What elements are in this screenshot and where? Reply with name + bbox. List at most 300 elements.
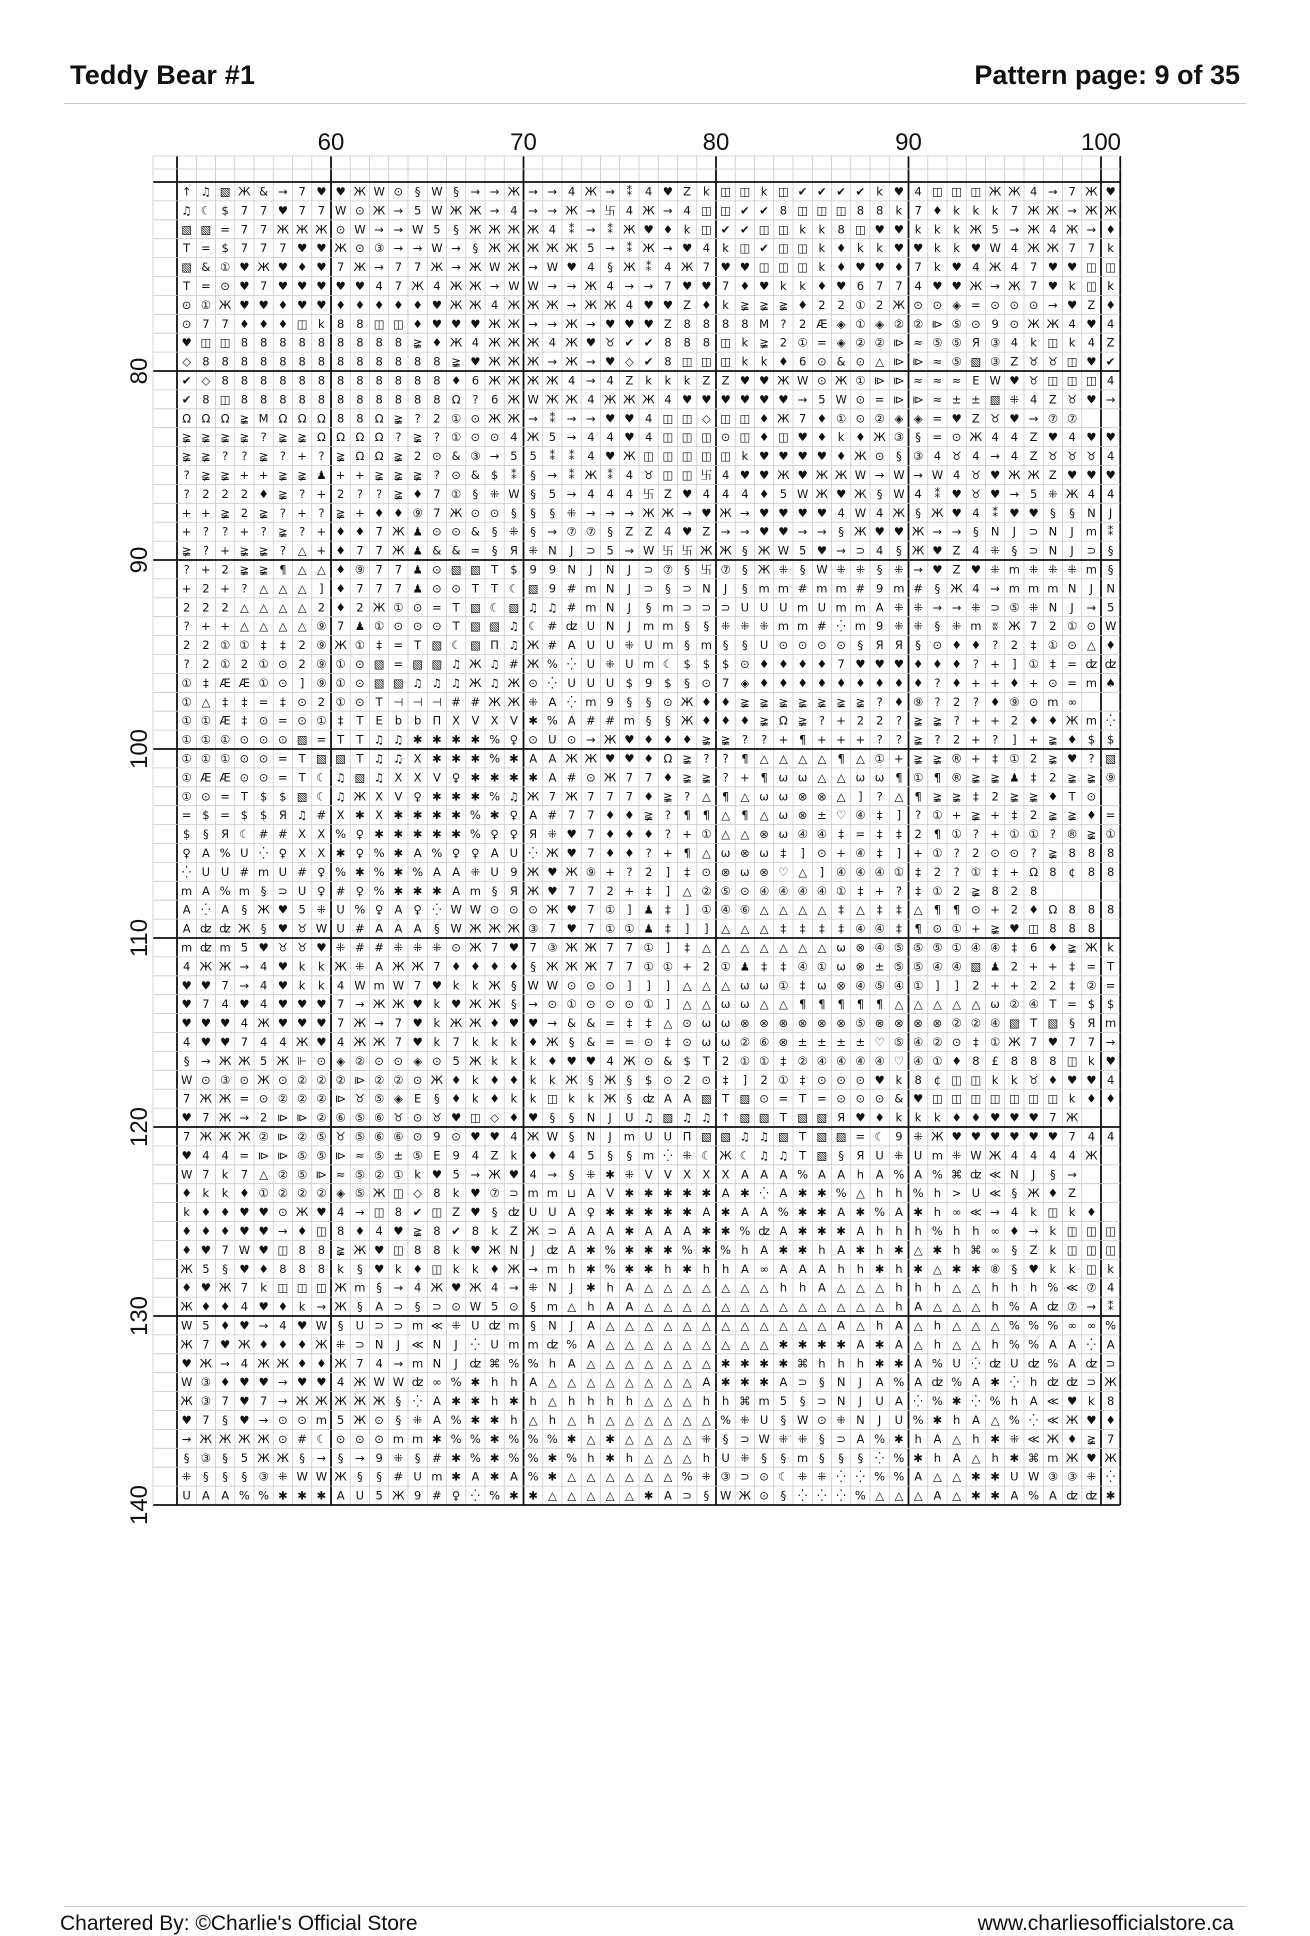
stitch-symbol: ⊃ [1105, 1356, 1116, 1371]
stitch-symbol: ≈ [913, 373, 923, 388]
stitch-symbol: ◫ [200, 335, 212, 350]
stitch-symbol: ⁛ [836, 1488, 846, 1503]
stitch-symbol: ⁛ [836, 1469, 846, 1484]
stitch-symbol: ♥ [739, 373, 751, 388]
column-label: 90 [895, 129, 922, 156]
stitch-symbol: ⁜ [355, 959, 365, 974]
stitch-symbol: ⊙ [509, 902, 519, 917]
stitch-symbol: ◈ [740, 675, 750, 690]
stitch-symbol: ? [183, 562, 190, 577]
stitch-symbol: ☾ [200, 203, 212, 218]
stitch-symbol: J [1031, 1167, 1036, 1182]
stitch-symbol: ⊃ [1028, 543, 1039, 558]
stitch-symbol: k [529, 1053, 537, 1068]
stitch-symbol: ⁑ [1107, 524, 1114, 539]
stitch-symbol: ⑦ [1047, 411, 1059, 426]
stitch-symbol: ? [376, 486, 383, 501]
stitch-symbol: ◫ [546, 1091, 558, 1106]
stitch-symbol: Ж [238, 1431, 251, 1446]
stitch-symbol: ♥ [778, 505, 789, 520]
stitch-symbol: 8 [721, 316, 730, 331]
stitch-symbol: → [374, 1016, 384, 1031]
stitch-symbol: △ [624, 1337, 634, 1352]
stitch-symbol: ⁜ [547, 827, 558, 842]
stitch-symbol: ? [202, 543, 209, 558]
stitch-symbol: % [951, 1375, 963, 1390]
stitch-symbol: ≪ [989, 1186, 1002, 1201]
stitch-symbol: Z [1048, 392, 1057, 407]
stitch-symbol: % [854, 1488, 866, 1503]
stitch-symbol: ♥ [1105, 430, 1116, 445]
stitch-symbol: ♥ [508, 940, 520, 955]
stitch-symbol: △ [932, 997, 942, 1012]
stitch-symbol: ⑥ [393, 1129, 404, 1144]
stitch-symbol: N [1010, 1167, 1019, 1182]
stitch-symbol: Ж [199, 959, 213, 974]
stitch-symbol: Ж [218, 1280, 232, 1295]
stitch-symbol: ♥ [239, 1261, 250, 1276]
stitch-symbol: ♦ [1086, 1205, 1097, 1220]
stitch-symbol: ⊙ [1028, 694, 1039, 709]
stitch-symbol: ▧ [1008, 1016, 1020, 1031]
stitch-symbol: 8 [317, 373, 326, 388]
stitch-symbol: ✱ [432, 732, 442, 747]
stitch-symbol: m [585, 694, 597, 709]
stitch-symbol: A [1029, 1299, 1038, 1314]
stitch-symbol: h [933, 1318, 942, 1333]
stitch-symbol: 5 [375, 1488, 383, 1503]
column-labels [318, 129, 1121, 156]
stitch-symbol: ⊗ [778, 1034, 789, 1049]
stitch-symbol: Ж [469, 260, 482, 275]
stitch-symbol: § [799, 562, 806, 577]
stitch-symbol: ♥ [624, 751, 635, 766]
stitch-symbol: ④ [855, 978, 866, 993]
stitch-symbol: 8 [433, 1242, 441, 1257]
stitch-symbol: $ [1106, 732, 1115, 747]
stitch-symbol: ⑤ [932, 940, 943, 955]
stitch-symbol: k [760, 184, 768, 199]
stitch-symbol: ⊃ [393, 1299, 404, 1314]
stitch-symbol: ♥ [739, 392, 751, 407]
stitch-symbol: ♉ [1047, 449, 1059, 464]
stitch-symbol: 7 [240, 203, 249, 218]
stitch-symbol: ® [1066, 827, 1078, 842]
stitch-symbol: ⁜ [528, 543, 538, 558]
stitch-symbol: ✱ [489, 770, 500, 785]
stitch-symbol: + [836, 713, 846, 728]
stitch-symbol: ♀ [182, 845, 191, 860]
stitch-symbol: ♟ [739, 959, 751, 974]
stitch-symbol: 2 [1049, 978, 1057, 993]
stitch-symbol: U [567, 675, 576, 690]
stitch-symbol: ② [1086, 978, 1097, 993]
stitch-symbol: ⊙ [278, 1205, 288, 1220]
stitch-symbol: + [1028, 732, 1039, 747]
stitch-symbol: ♦ [643, 751, 654, 766]
stitch-symbol: § [780, 1412, 787, 1427]
stitch-symbol: △ [913, 1242, 923, 1257]
stitch-symbol: → [528, 203, 538, 218]
stitch-symbol: 2 [1010, 959, 1019, 974]
stitch-symbol: ◫ [431, 1261, 443, 1276]
stitch-symbol: ⊙ [412, 1072, 423, 1087]
stitch-symbol: ∞ [990, 1223, 1000, 1238]
stitch-symbol: + [740, 770, 750, 785]
stitch-symbol: → [470, 184, 481, 199]
stitch-symbol: ◫ [662, 467, 674, 482]
stitch-symbol: 4 [952, 467, 961, 482]
stitch-symbol: ✱ [297, 1488, 307, 1503]
stitch-symbol: + [990, 978, 1000, 993]
stitch-symbol: ✔ [181, 373, 192, 388]
stitch-symbol: ♥ [277, 921, 289, 936]
page-indicator: Pattern page: 9 of 35 [974, 60, 1240, 90]
stitch-symbol: △ [778, 751, 788, 766]
stitch-symbol: △ [971, 1280, 981, 1295]
stitch-symbol: 8 [471, 1223, 480, 1238]
stitch-symbol: ◫ [720, 335, 732, 350]
stitch-symbol: ⑤ [354, 1110, 366, 1125]
stitch-symbol: ⊙ [1086, 789, 1097, 804]
stitch-symbol: ⧐ [315, 1167, 328, 1182]
stitch-symbol: ? [183, 467, 190, 482]
stitch-symbol: Ж [1085, 1148, 1098, 1163]
stitch-symbol: 2 [259, 1110, 268, 1125]
stitch-symbol: § [568, 1110, 575, 1125]
stitch-symbol: ◫ [797, 260, 809, 275]
stitch-symbol: = [393, 638, 404, 653]
stitch-symbol: % [527, 1431, 539, 1446]
stitch-symbol: ♦ [450, 373, 462, 388]
stitch-symbol: = [316, 732, 327, 747]
stitch-symbol: ♥ [296, 997, 308, 1012]
stitch-symbol: ↑ [720, 1110, 731, 1125]
stitch-symbol: ♉ [296, 940, 308, 955]
stitch-symbol: = [239, 1148, 250, 1163]
stitch-symbol: ✱ [624, 1223, 635, 1238]
stitch-symbol: 8 [221, 354, 229, 369]
stitch-symbol: h [933, 1337, 942, 1352]
stitch-symbol: ≩ [335, 505, 346, 520]
stitch-symbol: ⁛ [547, 675, 557, 690]
stitch-symbol: ⧐ [931, 316, 944, 331]
stitch-symbol: Ж [315, 1337, 328, 1352]
stitch-symbol: → [586, 316, 596, 331]
stitch-symbol: ‡ [260, 638, 267, 653]
stitch-symbol: A [548, 694, 557, 709]
stitch-symbol: Ж [449, 1016, 463, 1031]
stitch-symbol: ✱ [682, 1186, 692, 1201]
stitch-symbol: Я [509, 883, 518, 898]
stitch-symbol: Ж [969, 430, 983, 445]
stitch-symbol: A [779, 1186, 788, 1201]
stitch-symbol: → [489, 203, 500, 218]
stitch-symbol: N [702, 581, 711, 596]
stitch-symbol: % [604, 1242, 616, 1257]
stitch-symbol: A [413, 845, 422, 860]
stitch-symbol: ◫ [1066, 373, 1078, 388]
stitch-symbol: Ж [315, 222, 328, 237]
stitch-symbol: # [297, 864, 307, 879]
stitch-symbol: § [414, 184, 421, 199]
stitch-symbol: § [588, 1072, 594, 1087]
stitch-symbol: % [489, 751, 501, 766]
stitch-symbol: ⧐ [277, 1129, 289, 1144]
stitch-symbol: m [1085, 524, 1097, 539]
stitch-symbol: ♟ [643, 921, 654, 936]
stitch-symbol: Ж [1046, 316, 1060, 331]
stitch-symbol: ≩ [740, 297, 750, 312]
stitch-symbol: ♥ [258, 940, 269, 955]
stitch-symbol: § [299, 1450, 305, 1465]
stitch-symbol: ♥ [951, 1129, 962, 1144]
stitch-symbol: 8 [375, 392, 383, 407]
stitch-symbol: = [971, 297, 981, 312]
stitch-symbol: ♦ [258, 1261, 269, 1276]
stitch-symbol: 4 [644, 411, 653, 426]
stitch-symbol: ⑤ [874, 978, 885, 993]
stitch-symbol: 7 [221, 1394, 229, 1409]
stitch-symbol: W [392, 978, 405, 993]
stitch-symbol: Ж [238, 1337, 251, 1352]
stitch-symbol: % [931, 1167, 943, 1182]
stitch-symbol: ? [645, 845, 652, 860]
stitch-symbol: Ж [199, 1431, 213, 1446]
stitch-symbol: △ [798, 1318, 808, 1333]
stitch-symbol: ▧ [412, 656, 424, 671]
stitch-symbol: ♥ [816, 543, 828, 558]
stitch-symbol: Ω [316, 430, 326, 445]
stitch-symbol: = [470, 543, 481, 558]
stitch-symbol: → [316, 1299, 327, 1314]
stitch-symbol: m [546, 1261, 558, 1276]
stitch-symbol: 7 [1029, 1034, 1038, 1049]
stitch-symbol: W [989, 241, 1001, 256]
stitch-symbol: m [797, 600, 809, 615]
stitch-symbol: ♥ [566, 260, 577, 275]
stitch-symbol: k [452, 1186, 460, 1201]
stitch-symbol: % [527, 1356, 539, 1371]
stitch-symbol: ⊙ [470, 505, 481, 520]
stitch-symbol: Ж [526, 656, 540, 671]
stitch-symbol: m [662, 619, 674, 634]
stitch-symbol: → [990, 278, 1000, 293]
stitch-symbol: ④ [816, 1053, 828, 1068]
stitch-symbol: ⑦ [1066, 411, 1078, 426]
stitch-symbol: Z [1029, 430, 1038, 445]
stitch-symbol: ⊙ [220, 278, 230, 293]
stitch-symbol: ‡ [645, 883, 652, 898]
stitch-symbol: ☾ [489, 600, 500, 615]
stitch-symbol: A [509, 1469, 518, 1484]
stitch-symbol: △ [663, 1412, 673, 1427]
stitch-symbol: 2 [240, 656, 249, 671]
stitch-symbol: k [529, 1072, 537, 1087]
stitch-symbol: § [838, 1450, 844, 1465]
stitch-symbol: ¶ [798, 732, 807, 747]
stitch-symbol: ♥ [662, 184, 674, 199]
stitch-symbol: m [1085, 713, 1097, 728]
stitch-symbol: ♥ [932, 562, 943, 577]
stitch-symbol: ♦ [951, 638, 962, 653]
stitch-symbol: T [298, 770, 306, 785]
stitch-symbol: Ж [1008, 184, 1021, 199]
stitch-symbol: ♦ [1086, 1091, 1097, 1106]
stitch-symbol: ▧ [797, 1110, 809, 1125]
stitch-symbol: ✱ [663, 1186, 673, 1201]
stitch-symbol: ♥ [316, 1205, 327, 1220]
stitch-symbol: → [201, 1053, 211, 1068]
stitch-symbol: % [739, 1223, 751, 1238]
stitch-symbol: 8 [702, 316, 711, 331]
stitch-symbol: % [450, 1431, 462, 1446]
stitch-symbol: U [759, 1412, 769, 1427]
stitch-symbol: → [720, 524, 731, 539]
stitch-symbol: ♥ [1047, 430, 1059, 445]
stitch-symbol: ⁜ [797, 1431, 808, 1446]
stitch-symbol: ✱ [740, 1375, 750, 1390]
stitch-symbol: ♦ [489, 1091, 500, 1106]
stitch-symbol: ω [759, 789, 769, 804]
stitch-symbol: ✱ [412, 883, 423, 898]
stitch-symbol: Æ [219, 675, 231, 690]
stitch-symbol: ≩ [836, 694, 846, 709]
stitch-symbol: ♥ [1105, 1053, 1116, 1068]
stitch-symbol: Ж [469, 203, 482, 218]
stitch-symbol: ♦ [277, 1337, 289, 1352]
stitch-symbol: ✱ [932, 1242, 943, 1257]
stitch-symbol: ] [704, 921, 709, 936]
stitch-symbol: 5 [991, 222, 999, 237]
stitch-symbol: m [392, 1431, 404, 1446]
stitch-symbol: ≩ [278, 524, 288, 539]
stitch-symbol: → [913, 467, 923, 482]
stitch-symbol: 5 [202, 1318, 210, 1333]
stitch-symbol: → [528, 411, 538, 426]
stitch-symbol: ⧐ [354, 1072, 366, 1087]
stitch-symbol: 2 [317, 600, 326, 615]
stitch-symbol: → [547, 203, 558, 218]
stitch-symbol: ✱ [451, 1469, 461, 1484]
stitch-symbol: 8 [202, 354, 210, 369]
stitch-symbol: ¶ [818, 997, 826, 1012]
stitch-symbol: k [876, 184, 883, 199]
stitch-symbol: k [1088, 1394, 1095, 1409]
stitch-symbol: T [779, 1110, 787, 1125]
stitch-symbol: ‡ [896, 827, 902, 842]
stitch-symbol: W [527, 278, 539, 293]
stitch-symbol: Ж [1027, 241, 1040, 256]
stitch-symbol: ⑤ [354, 1167, 366, 1182]
stitch-symbol: Ж [1027, 203, 1040, 218]
stitch-symbol: 4 [336, 1205, 345, 1220]
stitch-symbol: → [951, 600, 962, 615]
stitch-symbol: # [605, 713, 615, 728]
stitch-symbol: A [567, 1223, 576, 1238]
stitch-symbol: ▧ [200, 222, 212, 237]
stitch-symbol: → [624, 505, 635, 520]
stitch-symbol: § [665, 581, 671, 596]
stitch-symbol: ⑦ [720, 562, 731, 577]
stitch-symbol: △ [567, 1488, 577, 1503]
stitch-symbol: ♉ [277, 940, 289, 955]
stitch-symbol: 7 [356, 543, 364, 558]
stitch-symbol: ♟ [412, 562, 423, 577]
stitch-symbol: ♥ [720, 392, 731, 407]
stitch-symbol: ⊙ [278, 675, 288, 690]
stitch-symbol: Ж [353, 1394, 367, 1409]
stitch-symbol: Ж [180, 1337, 193, 1352]
stitch-symbol: → [393, 1280, 404, 1295]
stitch-symbol: ♥ [450, 1280, 462, 1295]
stitch-symbol: ♥ [239, 1375, 250, 1390]
stitch-symbol: ♦ [450, 959, 462, 974]
stitch-symbol: m [585, 581, 597, 596]
stitch-symbol: ▧ [816, 1129, 828, 1144]
stitch-symbol: = [432, 600, 442, 615]
stitch-symbol: % [373, 864, 385, 879]
stitch-symbol: ⑨ [1009, 694, 1020, 709]
stitch-symbol: 8 [356, 354, 364, 369]
stitch-symbol: U [875, 1394, 884, 1409]
stitch-symbol: Ж [546, 902, 559, 917]
stitch-symbol: ‡ [876, 902, 883, 917]
stitch-symbol: ◫ [1085, 1261, 1097, 1276]
stitch-symbol: § [222, 1450, 228, 1465]
stitch-symbol: ω [720, 1034, 731, 1049]
stitch-symbol: 5 [779, 486, 788, 501]
stitch-symbol: § [260, 883, 267, 898]
stitch-symbol: A [856, 1337, 865, 1352]
stitch-symbol: h [702, 1261, 711, 1276]
stitch-symbol: ◫ [296, 1280, 308, 1295]
stitch-symbol: ◈ [393, 1091, 403, 1106]
stitch-symbol: N [605, 581, 615, 596]
stitch-symbol: ⁑ [934, 486, 941, 501]
stitch-symbol: → [566, 430, 577, 445]
stitch-symbol: ⊃ [643, 581, 654, 596]
stitch-symbol: ♥ [335, 278, 346, 293]
stitch-symbol: ? [414, 411, 421, 426]
stitch-symbol: ] [627, 978, 632, 993]
stitch-symbol: △ [239, 619, 249, 634]
stitch-symbol: + [894, 751, 904, 766]
stitch-symbol: ♥ [835, 486, 847, 501]
stitch-symbol: A [201, 883, 210, 898]
stitch-symbol: A [182, 921, 191, 936]
stitch-symbol: m [931, 1148, 943, 1163]
stitch-symbol: 4 [702, 241, 711, 256]
stitch-symbol: ⊗ [740, 845, 750, 860]
stitch-symbol: § [395, 1394, 402, 1409]
stitch-symbol: ⊗ [720, 864, 731, 879]
stitch-symbol: ♥ [316, 997, 327, 1012]
stitch-symbol: Ж [526, 335, 540, 350]
stitch-symbol: ♥ [1086, 1450, 1097, 1465]
stitch-symbol: 4 [336, 1034, 345, 1049]
stitch-symbol: ⊙ [682, 1034, 692, 1049]
stitch-symbol: % [450, 1412, 462, 1427]
stitch-symbol: Ж [469, 675, 482, 690]
stitch-symbol: $ [279, 789, 287, 804]
stitch-symbol: W [1104, 619, 1117, 634]
stitch-symbol: 4 [702, 486, 711, 501]
stitch-symbol: ▧ [354, 770, 366, 785]
stitch-symbol: ⁜ [412, 940, 423, 955]
stitch-symbol: 8 [1087, 902, 1096, 917]
stitch-symbol: ♦ [219, 1223, 231, 1238]
